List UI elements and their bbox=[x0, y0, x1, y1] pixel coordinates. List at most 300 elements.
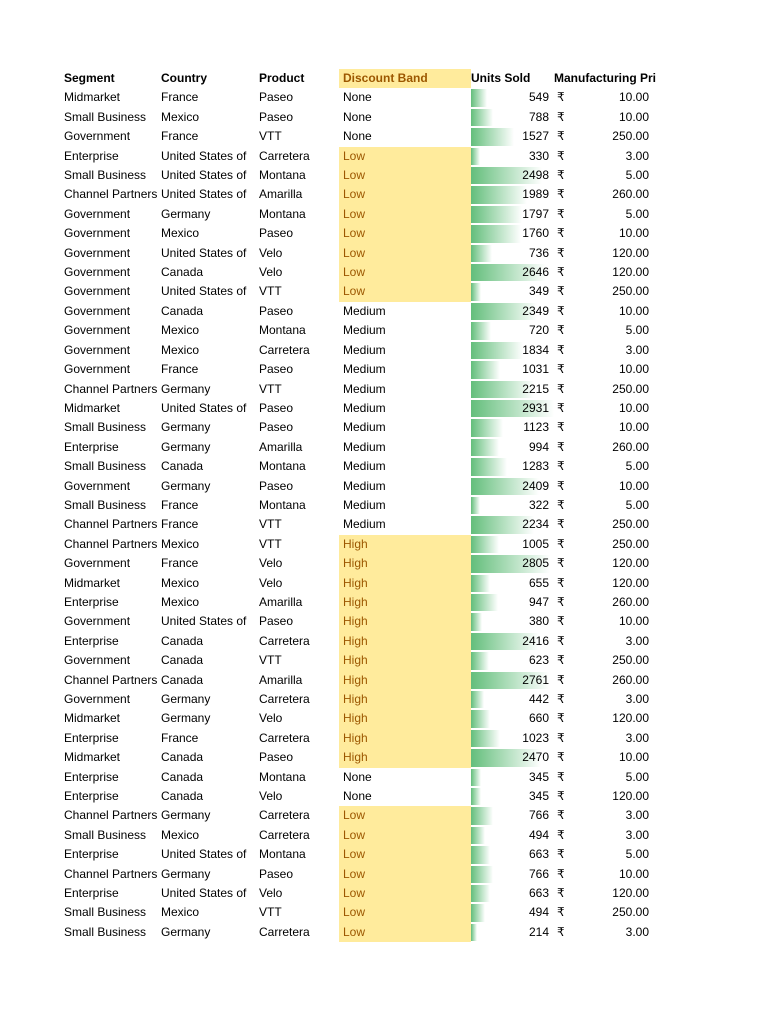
cell-discount-band[interactable]: Low bbox=[339, 205, 471, 224]
cell-discount-band[interactable]: Low bbox=[339, 147, 471, 166]
cell-product[interactable]: Paseo bbox=[259, 303, 294, 318]
cell-units-sold[interactable] bbox=[471, 535, 554, 554]
cell-units-sold[interactable] bbox=[471, 244, 554, 263]
cell-units-sold[interactable] bbox=[471, 845, 554, 864]
cell-country[interactable]: Mexico bbox=[161, 226, 200, 241]
cell-units-sold[interactable] bbox=[471, 127, 554, 146]
cell-discount-band[interactable]: None bbox=[343, 129, 372, 144]
cell-country[interactable]: Germany bbox=[161, 866, 211, 881]
table-row bbox=[63, 787, 662, 806]
cell-segment[interactable]: Channel Partners bbox=[64, 536, 158, 551]
cell-segment[interactable]: Government bbox=[64, 284, 131, 299]
cell-discount-band[interactable]: Low bbox=[339, 845, 471, 864]
cell-country[interactable]: Germany bbox=[161, 478, 211, 493]
cell-country[interactable]: Germany bbox=[161, 420, 211, 435]
cell-manufacturing-price[interactable] bbox=[554, 865, 662, 884]
currency-symbol: ₹ bbox=[557, 575, 565, 590]
currency-symbol: ₹ bbox=[557, 517, 565, 532]
cell-country[interactable]: Germany bbox=[161, 711, 211, 726]
cell-discount-band[interactable]: High bbox=[339, 729, 471, 748]
cell-country[interactable]: Mexico bbox=[161, 575, 200, 590]
cell-units-sold[interactable] bbox=[471, 477, 554, 496]
cell-segment[interactable]: Enterprise bbox=[64, 730, 119, 745]
cell-product[interactable]: Paseo bbox=[259, 109, 294, 124]
cell-units-sold[interactable] bbox=[471, 671, 554, 690]
cell-units-sold[interactable] bbox=[471, 768, 554, 787]
cell-units-sold[interactable] bbox=[471, 496, 554, 515]
cell-manufacturing-price[interactable] bbox=[554, 496, 662, 515]
cell-manufacturing-price[interactable] bbox=[554, 535, 662, 554]
cell-segment[interactable]: Small Business bbox=[64, 924, 147, 939]
cell-units-sold[interactable] bbox=[471, 632, 554, 651]
cell-product[interactable]: Paseo bbox=[259, 226, 294, 241]
cell-discount-band[interactable]: Medium bbox=[343, 420, 386, 435]
cell-product[interactable]: Paseo bbox=[259, 90, 294, 105]
cell-segment[interactable]: Channel Partners bbox=[64, 808, 158, 823]
units-value: 214 bbox=[528, 924, 549, 939]
cell-discount-band[interactable]: High bbox=[339, 709, 471, 728]
cell-country[interactable]: France bbox=[161, 362, 199, 377]
cell-discount-band[interactable]: High bbox=[339, 671, 471, 690]
price-value: 260.00 bbox=[612, 594, 649, 609]
cell-segment[interactable]: Enterprise bbox=[64, 847, 119, 862]
header-country[interactable]: Country bbox=[161, 71, 207, 85]
cell-manufacturing-price[interactable] bbox=[554, 768, 662, 787]
cell-segment[interactable]: Small Business bbox=[64, 459, 147, 474]
cell-segment[interactable]: Enterprise bbox=[64, 769, 119, 784]
cell-units-sold[interactable] bbox=[471, 418, 554, 437]
cell-manufacturing-price[interactable] bbox=[554, 341, 662, 360]
cell-segment[interactable]: Government bbox=[64, 206, 131, 221]
currency-symbol: ₹ bbox=[557, 633, 565, 648]
cell-country[interactable]: Mexico bbox=[161, 594, 200, 609]
cell-discount-band[interactable]: Medium bbox=[343, 323, 386, 338]
cell-segment[interactable]: Small Business bbox=[64, 497, 147, 512]
cell-discount-band[interactable]: High bbox=[339, 593, 471, 612]
cell-manufacturing-price[interactable] bbox=[554, 263, 662, 282]
price-value: 10.00 bbox=[618, 303, 649, 318]
cell-product[interactable]: Montana bbox=[259, 168, 306, 183]
cell-country[interactable]: Mexico bbox=[161, 323, 200, 338]
cell-units-sold[interactable] bbox=[471, 341, 554, 360]
cell-discount-band[interactable]: None bbox=[343, 109, 372, 124]
cell-units-sold[interactable] bbox=[471, 185, 554, 204]
cell-country[interactable]: United States of bbox=[161, 614, 247, 629]
cell-discount-band[interactable]: Low bbox=[339, 806, 471, 825]
cell-product[interactable]: Montana bbox=[259, 206, 306, 221]
cell-discount-band[interactable]: High bbox=[339, 535, 471, 554]
cell-manufacturing-price[interactable] bbox=[554, 748, 662, 767]
cell-units-sold[interactable] bbox=[471, 224, 554, 243]
cell-segment[interactable]: Government bbox=[64, 245, 131, 260]
cell-country[interactable]: United States of bbox=[161, 400, 247, 415]
cell-discount-band[interactable]: Medium bbox=[343, 478, 386, 493]
cell-product[interactable]: VTT bbox=[259, 129, 282, 144]
cell-discount-band[interactable]: High bbox=[339, 632, 471, 651]
cell-discount-band[interactable]: None bbox=[343, 769, 372, 784]
cell-discount-band[interactable]: Low bbox=[339, 263, 471, 282]
cell-units-sold[interactable] bbox=[471, 360, 554, 379]
cell-units-sold[interactable] bbox=[471, 263, 554, 282]
cell-manufacturing-price[interactable] bbox=[554, 127, 662, 146]
cell-product[interactable]: VTT bbox=[259, 653, 282, 668]
cell-manufacturing-price[interactable] bbox=[554, 903, 662, 922]
cell-segment[interactable]: Small Business bbox=[64, 168, 147, 183]
cell-product[interactable]: Carretera bbox=[259, 692, 310, 706]
cell-units-sold[interactable] bbox=[471, 729, 554, 748]
cell-country[interactable]: Mexico bbox=[161, 827, 200, 842]
cell-product[interactable]: VTT bbox=[259, 381, 282, 396]
cell-manufacturing-price[interactable] bbox=[554, 108, 662, 127]
cell-country[interactable]: Canada bbox=[161, 789, 204, 804]
cell-country[interactable]: Canada bbox=[161, 633, 204, 648]
table-row bbox=[63, 302, 662, 321]
cell-country[interactable]: United States of bbox=[161, 284, 247, 299]
cell-manufacturing-price[interactable] bbox=[554, 612, 662, 631]
cell-discount-band[interactable]: Low bbox=[339, 282, 471, 301]
cell-discount-band[interactable]: Low bbox=[339, 826, 471, 845]
cell-segment[interactable]: Enterprise bbox=[64, 148, 119, 163]
cell-discount-band[interactable]: None bbox=[343, 789, 372, 804]
cell-manufacturing-price[interactable] bbox=[554, 787, 662, 806]
cell-discount-band[interactable]: Low bbox=[339, 224, 471, 243]
cell-units-sold[interactable] bbox=[471, 205, 554, 224]
cell-segment[interactable]: Midmarket bbox=[64, 575, 121, 590]
cell-product[interactable]: VTT bbox=[259, 517, 282, 532]
cell-country[interactable]: France bbox=[161, 556, 199, 571]
cell-country[interactable]: France bbox=[161, 517, 199, 532]
cell-manufacturing-price[interactable] bbox=[554, 671, 662, 690]
cell-units-sold[interactable] bbox=[471, 321, 554, 340]
cell-segment[interactable]: Enterprise bbox=[64, 439, 119, 454]
cell-segment[interactable]: Midmarket bbox=[64, 90, 121, 105]
cell-discount-band[interactable]: High bbox=[339, 554, 471, 573]
cell-discount-band[interactable]: None bbox=[343, 90, 372, 105]
cell-country[interactable]: Canada bbox=[161, 672, 204, 687]
cell-product[interactable]: Velo bbox=[259, 575, 283, 590]
cell-manufacturing-price[interactable] bbox=[554, 632, 662, 651]
table-row bbox=[63, 88, 662, 107]
cell-segment[interactable]: Government bbox=[64, 226, 131, 241]
cell-country[interactable]: United States of bbox=[161, 148, 247, 163]
cell-manufacturing-price[interactable] bbox=[554, 729, 662, 748]
cell-manufacturing-price[interactable] bbox=[554, 515, 662, 534]
cell-manufacturing-price[interactable] bbox=[554, 147, 662, 166]
header-discount-band[interactable]: Discount Band bbox=[339, 69, 471, 88]
cell-country[interactable]: Germany bbox=[161, 924, 211, 939]
cell-discount-band[interactable]: Low bbox=[339, 903, 471, 922]
cell-discount-band[interactable]: High bbox=[339, 651, 471, 670]
cell-discount-band[interactable]: Medium bbox=[343, 381, 386, 396]
cell-product[interactable]: VTT bbox=[259, 536, 282, 551]
cell-units-sold[interactable] bbox=[471, 923, 554, 942]
cell-product[interactable]: Velo bbox=[259, 556, 283, 571]
price-value: 10.00 bbox=[618, 750, 649, 765]
cell-product[interactable]: Amarilla bbox=[259, 672, 303, 687]
cell-product[interactable]: Montana bbox=[259, 459, 306, 474]
databar bbox=[471, 322, 491, 339]
cell-segment[interactable]: Government bbox=[64, 265, 131, 280]
cell-manufacturing-price[interactable] bbox=[554, 923, 662, 942]
cell-segment[interactable]: Channel Partners bbox=[64, 672, 158, 687]
cell-country[interactable]: Canada bbox=[161, 750, 204, 765]
cell-country[interactable]: France bbox=[161, 129, 199, 144]
cell-discount-band[interactable]: Low bbox=[339, 865, 471, 884]
cell-country[interactable]: Mexico bbox=[161, 905, 200, 920]
cell-units-sold[interactable] bbox=[471, 865, 554, 884]
cell-product[interactable]: Carretera bbox=[259, 148, 310, 163]
price-value: 5.00 bbox=[625, 847, 649, 862]
cell-country[interactable]: Canada bbox=[161, 769, 204, 784]
cell-segment[interactable]: Enterprise bbox=[64, 594, 119, 609]
cell-discount-band[interactable]: Medium bbox=[343, 517, 386, 532]
cell-segment[interactable]: Midmarket bbox=[64, 400, 121, 415]
cell-units-sold[interactable] bbox=[471, 166, 554, 185]
price-value: 120.00 bbox=[612, 886, 649, 901]
cell-segment[interactable]: Government bbox=[64, 323, 131, 338]
units-value: 655 bbox=[528, 575, 549, 590]
cell-product[interactable]: Velo bbox=[259, 886, 283, 901]
cell-manufacturing-price[interactable] bbox=[554, 457, 662, 476]
cell-manufacturing-price[interactable] bbox=[554, 438, 662, 457]
cell-product[interactable]: Paseo bbox=[259, 750, 294, 765]
cell-manufacturing-price[interactable] bbox=[554, 224, 662, 243]
cell-product[interactable]: Amarilla bbox=[259, 594, 303, 609]
cell-units-sold[interactable] bbox=[471, 108, 554, 127]
cell-manufacturing-price[interactable] bbox=[554, 709, 662, 728]
cell-units-sold[interactable] bbox=[471, 884, 554, 903]
cell-product[interactable]: Montana bbox=[259, 847, 306, 862]
cell-manufacturing-price[interactable] bbox=[554, 88, 662, 107]
cell-manufacturing-price[interactable] bbox=[554, 360, 662, 379]
cell-segment[interactable]: Government bbox=[64, 478, 131, 493]
cell-discount-band[interactable]: Low bbox=[339, 166, 471, 185]
currency-symbol: ₹ bbox=[557, 497, 565, 512]
cell-product[interactable]: Carretera bbox=[259, 827, 310, 842]
price-value: 250.00 bbox=[612, 905, 649, 920]
cell-country[interactable]: United States of bbox=[161, 187, 247, 202]
currency-symbol: ₹ bbox=[557, 886, 565, 901]
cell-discount-band[interactable]: High bbox=[339, 748, 471, 767]
cell-segment[interactable]: Government bbox=[64, 692, 131, 706]
price-value: 3.00 bbox=[625, 342, 649, 357]
cell-segment[interactable]: Enterprise bbox=[64, 886, 119, 901]
cell-segment[interactable]: Government bbox=[64, 556, 131, 571]
cell-manufacturing-price[interactable] bbox=[554, 282, 662, 301]
header-manufacturing-price[interactable]: Manufacturing Pri bbox=[554, 71, 657, 85]
cell-manufacturing-price[interactable] bbox=[554, 205, 662, 224]
cell-segment[interactable]: Government bbox=[64, 653, 131, 668]
cell-units-sold[interactable] bbox=[471, 574, 554, 593]
cell-product[interactable]: Paseo bbox=[259, 420, 294, 435]
cell-units-sold[interactable] bbox=[471, 515, 554, 534]
cell-manufacturing-price[interactable] bbox=[554, 826, 662, 845]
cell-country[interactable]: France bbox=[161, 730, 199, 745]
cell-units-sold[interactable] bbox=[471, 88, 554, 107]
cell-country[interactable]: Mexico bbox=[161, 342, 200, 357]
cell-manufacturing-price[interactable] bbox=[554, 690, 662, 709]
cell-manufacturing-price[interactable] bbox=[554, 477, 662, 496]
cell-segment[interactable]: Government bbox=[64, 362, 131, 377]
cell-manufacturing-price[interactable] bbox=[554, 185, 662, 204]
cell-country[interactable]: Germany bbox=[161, 381, 211, 396]
cell-segment[interactable]: Channel Partners bbox=[64, 517, 158, 532]
cell-discount-band[interactable]: Medium bbox=[343, 342, 386, 357]
cell-manufacturing-price[interactable] bbox=[554, 651, 662, 670]
cell-discount-band[interactable]: Low bbox=[339, 923, 471, 942]
cell-country[interactable]: United States of bbox=[161, 245, 247, 260]
cell-country[interactable]: United States of bbox=[161, 168, 247, 183]
price-value: 3.00 bbox=[625, 924, 649, 939]
cell-discount-band[interactable]: Medium bbox=[343, 439, 386, 454]
cell-product[interactable]: Montana bbox=[259, 769, 306, 784]
cell-discount-band[interactable]: Medium bbox=[343, 497, 386, 512]
cell-product[interactable]: Velo bbox=[259, 245, 283, 260]
cell-discount-band[interactable]: Medium bbox=[343, 400, 386, 415]
cell-product[interactable]: Montana bbox=[259, 497, 306, 512]
cell-product[interactable]: Velo bbox=[259, 711, 283, 726]
price-value: 10.00 bbox=[618, 420, 649, 435]
price-value: 260.00 bbox=[612, 672, 649, 687]
cell-manufacturing-price[interactable] bbox=[554, 806, 662, 825]
cell-units-sold[interactable] bbox=[471, 399, 554, 418]
currency-symbol: ₹ bbox=[557, 245, 565, 260]
units-value: 2646 bbox=[522, 265, 549, 280]
cell-country[interactable]: Germany bbox=[161, 692, 211, 706]
currency-symbol: ₹ bbox=[557, 614, 565, 629]
cell-manufacturing-price[interactable] bbox=[554, 554, 662, 573]
cell-segment[interactable]: Government bbox=[64, 614, 131, 629]
cell-units-sold[interactable] bbox=[471, 282, 554, 301]
cell-country[interactable]: United States of bbox=[161, 847, 247, 862]
cell-segment[interactable]: Small Business bbox=[64, 109, 147, 124]
cell-discount-band[interactable]: Medium bbox=[343, 459, 386, 474]
cell-product[interactable]: VTT bbox=[259, 284, 282, 299]
cell-manufacturing-price[interactable] bbox=[554, 884, 662, 903]
cell-discount-band[interactable]: High bbox=[339, 690, 471, 709]
price-value: 10.00 bbox=[618, 226, 649, 241]
cell-units-sold[interactable] bbox=[471, 612, 554, 631]
cell-segment[interactable]: Government bbox=[64, 129, 131, 144]
cell-segment[interactable]: Enterprise bbox=[64, 633, 119, 648]
cell-manufacturing-price[interactable] bbox=[554, 574, 662, 593]
cell-manufacturing-price[interactable] bbox=[554, 845, 662, 864]
currency-symbol: ₹ bbox=[557, 362, 565, 377]
cell-country[interactable]: Canada bbox=[161, 303, 204, 318]
cell-units-sold[interactable] bbox=[471, 380, 554, 399]
cell-product[interactable]: Amarilla bbox=[259, 187, 303, 202]
cell-manufacturing-price[interactable] bbox=[554, 321, 662, 340]
units-value: 345 bbox=[528, 789, 549, 804]
cell-units-sold[interactable] bbox=[471, 690, 554, 709]
cell-country[interactable]: Germany bbox=[161, 439, 211, 454]
cell-country[interactable]: Canada bbox=[161, 265, 204, 280]
cell-manufacturing-price[interactable] bbox=[554, 593, 662, 612]
header-segment[interactable]: Segment bbox=[64, 71, 115, 85]
databar bbox=[471, 128, 514, 145]
cell-segment[interactable]: Government bbox=[64, 303, 131, 318]
cell-product[interactable]: Paseo bbox=[259, 400, 294, 415]
cell-units-sold[interactable] bbox=[471, 903, 554, 922]
cell-country[interactable]: Canada bbox=[161, 653, 204, 668]
price-value: 120.00 bbox=[612, 711, 649, 726]
cell-segment[interactable]: Channel Partners bbox=[64, 866, 158, 881]
cell-segment[interactable]: Channel Partners bbox=[64, 187, 158, 202]
cell-country[interactable]: Mexico bbox=[161, 536, 200, 551]
cell-country[interactable]: United States of bbox=[161, 886, 247, 901]
cell-segment[interactable]: Small Business bbox=[64, 420, 147, 435]
cell-product[interactable]: Carretera bbox=[259, 633, 310, 648]
cell-discount-band[interactable]: Low bbox=[339, 884, 471, 903]
cell-units-sold[interactable] bbox=[471, 438, 554, 457]
cell-segment[interactable]: Small Business bbox=[64, 905, 147, 920]
cell-units-sold[interactable] bbox=[471, 748, 554, 767]
cell-segment[interactable]: Midmarket bbox=[64, 750, 121, 765]
price-value: 260.00 bbox=[612, 439, 649, 454]
cell-product[interactable]: Paseo bbox=[259, 866, 294, 881]
cell-discount-band[interactable]: Low bbox=[339, 244, 471, 263]
cell-product[interactable]: VTT bbox=[259, 905, 282, 920]
cell-country[interactable]: France bbox=[161, 497, 199, 512]
cell-manufacturing-price[interactable] bbox=[554, 380, 662, 399]
cell-country[interactable]: Canada bbox=[161, 459, 204, 474]
cell-country[interactable]: Germany bbox=[161, 808, 211, 823]
cell-units-sold[interactable] bbox=[471, 709, 554, 728]
cell-segment[interactable]: Small Business bbox=[64, 827, 147, 842]
header-units-sold[interactable]: Units Sold bbox=[471, 71, 531, 85]
cell-discount-band[interactable]: Medium bbox=[343, 362, 386, 377]
cell-discount-band[interactable]: Low bbox=[339, 185, 471, 204]
cell-units-sold[interactable] bbox=[471, 457, 554, 476]
cell-units-sold[interactable] bbox=[471, 806, 554, 825]
header-product[interactable]: Product bbox=[259, 71, 305, 85]
cell-units-sold[interactable] bbox=[471, 593, 554, 612]
cell-units-sold[interactable] bbox=[471, 787, 554, 806]
cell-units-sold[interactable] bbox=[471, 826, 554, 845]
cell-manufacturing-price[interactable] bbox=[554, 418, 662, 437]
cell-product[interactable]: Carretera bbox=[259, 730, 310, 745]
cell-country[interactable]: Germany bbox=[161, 206, 211, 221]
cell-discount-band[interactable]: High bbox=[339, 612, 471, 631]
cell-product[interactable]: Paseo bbox=[259, 478, 294, 493]
cell-segment[interactable]: Midmarket bbox=[64, 711, 121, 726]
cell-units-sold[interactable] bbox=[471, 302, 554, 321]
cell-manufacturing-price[interactable] bbox=[554, 399, 662, 418]
cell-units-sold[interactable] bbox=[471, 651, 554, 670]
cell-product[interactable]: Montana bbox=[259, 323, 306, 338]
cell-discount-band[interactable]: High bbox=[339, 574, 471, 593]
cell-product[interactable]: Amarilla bbox=[259, 439, 303, 454]
cell-segment[interactable]: Government bbox=[64, 342, 131, 357]
cell-country[interactable]: Mexico bbox=[161, 109, 200, 124]
cell-product[interactable]: Carretera bbox=[259, 342, 310, 357]
cell-units-sold[interactable] bbox=[471, 147, 554, 166]
cell-units-sold[interactable] bbox=[471, 554, 554, 573]
cell-country[interactable]: France bbox=[161, 90, 199, 105]
cell-product[interactable]: Paseo bbox=[259, 614, 294, 629]
cell-product[interactable]: Paseo bbox=[259, 362, 294, 377]
cell-manufacturing-price[interactable] bbox=[554, 166, 662, 185]
cell-manufacturing-price[interactable] bbox=[554, 244, 662, 263]
cell-discount-band[interactable]: Medium bbox=[343, 303, 386, 318]
cell-product[interactable]: Velo bbox=[259, 265, 283, 280]
cell-segment[interactable]: Channel Partners bbox=[64, 381, 158, 396]
cell-segment[interactable]: Enterprise bbox=[64, 789, 119, 804]
cell-product[interactable]: Velo bbox=[259, 789, 283, 804]
cell-manufacturing-price[interactable] bbox=[554, 302, 662, 321]
cell-product[interactable]: Carretera bbox=[259, 808, 310, 823]
cell-product[interactable]: Carretera bbox=[259, 924, 310, 939]
